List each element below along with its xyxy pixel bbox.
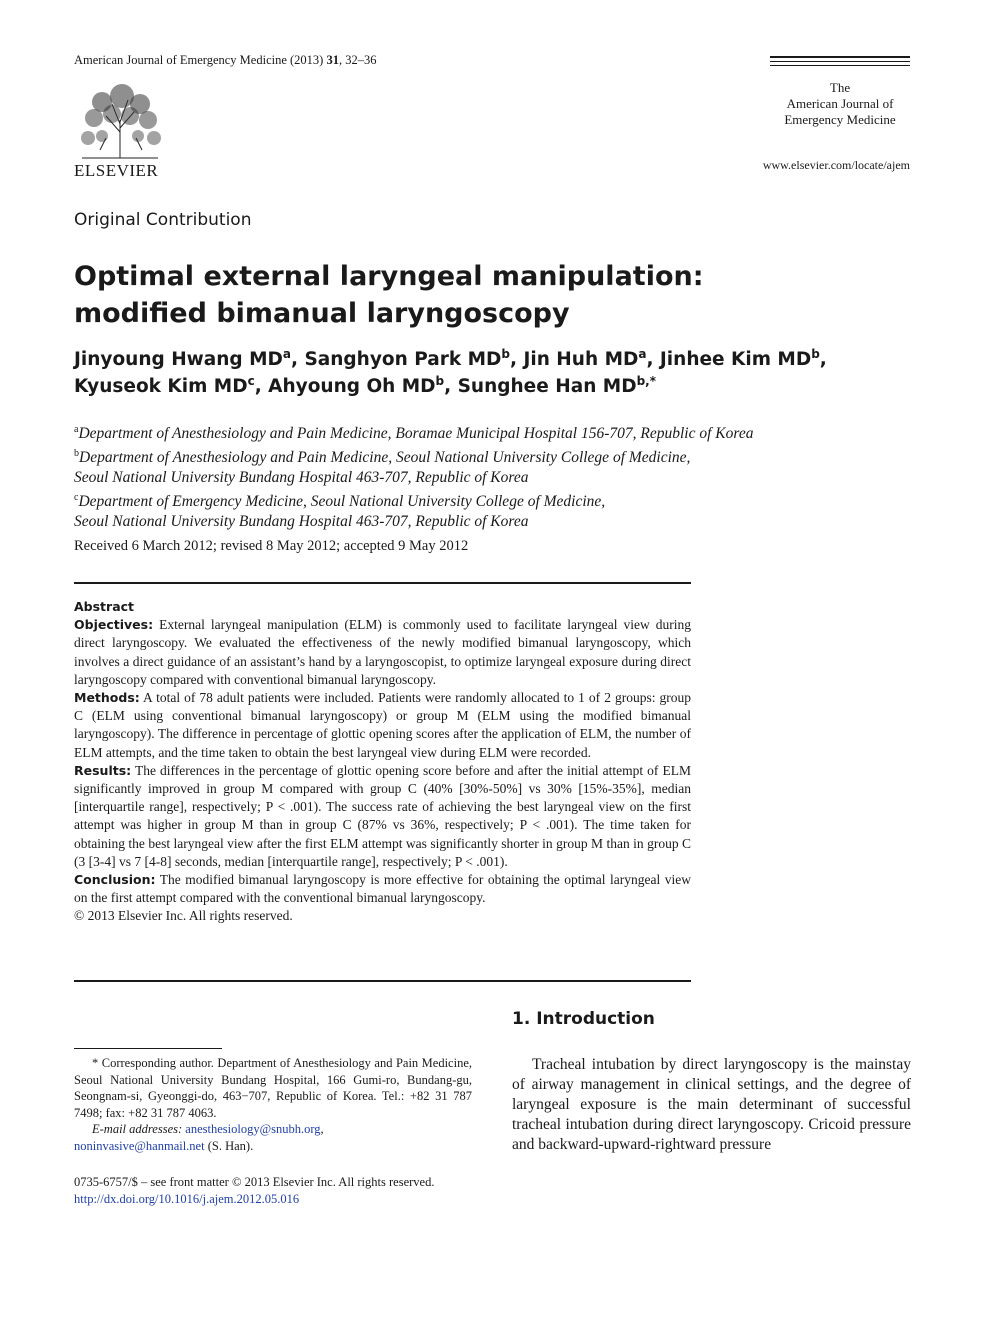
- article-title: Optimal external laryngeal manipulation: modified bimanual laryngoscopy: [74, 261, 704, 329]
- elsevier-tree-logo-icon: [72, 80, 168, 160]
- article-type: Original Contribution: [74, 210, 252, 230]
- abstract-heading: Abstract: [74, 599, 135, 614]
- author-list: Jinyoung Hwang $MD^a$, Sanghyon Park $MD^b$, Jin Huh $MD^a$, Jinhee Kim $MD^b$, Kyuseok Kim $MD^c$, Ahyoung Oh $MD^b$, Sunghee Han $MD^{b,*}$: [74, 346, 827, 397]
- author[interactable]: Kyuseok Kim $MD^c$: [74, 373, 255, 397]
- issn-doi: 0735-6757/$ – see front matter © 2013 Elsevier Inc. All rights reserved. http://dx.doi.org/10.1016/j.ajem.2012.05.016: [74, 1175, 435, 1206]
- abstract: [74, 598, 691, 926]
- author[interactable]: Jinhee Kim $MD^b$: [659, 346, 820, 370]
- journal-logo-rule: [770, 61, 910, 62]
- footnote-rule: [74, 1048, 222, 1049]
- doi-link[interactable]: http://dx.doi.org/10.1016/j.ajem.2012.05.016: [74, 1192, 300, 1206]
- abstract-top-rule: [74, 582, 691, 584]
- corresponding-author-note: * Corresponding author. Department of Anesthesiology and Pain Medicine, Seoul National University Bundang Hospital, 166 Gumi-ro, Bundang-gu, Seongnam-si, Gyeonggi-do, 463−707, Republic of Korea. Tel.: +82 31 787 7498; fax: +82 31 787 4063. E-mail addresses: anesthesiology@snubh.org, noninvasive@hanmail.net (S. Han).: [74, 1056, 472, 1153]
- abstract-bottom-rule: [74, 980, 691, 982]
- publisher-name: ELSEVIER: [74, 161, 159, 180]
- section-heading: 1. Introduction: [512, 1009, 655, 1029]
- intro-paragraph: Tracheal intubation by direct laryngoscopy is the mainstay of airway management in clinical settings, and the degree of laryngeal exposure is the main determinant of successful tracheal intubation during direct laryngoscopy. Cricoid pressure and backward-upward-rightward pressure: [512, 1056, 911, 1153]
- journal-logo-text: The American Journal of Emergency Medicine: [784, 80, 896, 127]
- running-head: American Journal of Emergency Medicine (2013) 31, 32–36: [74, 53, 377, 67]
- affiliation: $^a$Department of Anesthesiology and Pain Medicine, Boramae Municipal Hospital 156-707, Republic of Korea: [74, 424, 754, 443]
- affiliations: [74, 420, 894, 532]
- journal-url-link[interactable]: www.elsevier.com/locate/ajem: [762, 158, 910, 172]
- author[interactable]: Jinyoung Hwang $MD^a$: [74, 346, 291, 370]
- author[interactable]: Sanghyon Park $MD^b$: [304, 346, 510, 370]
- abstract-objectives: Objectives: External laryngeal manipulation (ELM) is commonly used to facilitate laryngeal view during direct laryngoscopy. We evaluated the effectiveness of the newly modified bimanual laryngoscopy, which involves a direct guidance of an assistant’s hand by a laryngoscopist, to optimize laryngeal exposure during direct laryngoscopy compared with conventional bimanual laryngoscopy.: [74, 617, 691, 687]
- affiliation: $^b$Department of Anesthesiology and Pain Medicine, Seoul National University College of Medicine, Seoul National University Bundang Hospital 463-707, Republic of Korea: [74, 448, 691, 487]
- abstract-copyright: © 2013 Elsevier Inc. All rights reserved.: [74, 908, 293, 924]
- journal-logo: [770, 56, 910, 128]
- journal-logo-rule: [770, 65, 910, 66]
- abstract-results: Results: The differences in the percentage of glottic opening score before and after the initial attempt of ELM significantly improved in group M compared with group C (40% [30%-50%] vs 30% [15%-35%], median [interquartile range], respectively; P < .001). The success rate of achieving the best laryngeal view on the first attempt was higher in group M than in group C (87% vs 36%, respectively; P < .001). The time taken for obtaining the best laryngeal view after the first ELM attempt was significantly shorter in group M than in group C (3 [3-4] vs 7 [4-8] seconds, median [interquartile range], respectively; P < .001).: [74, 762, 691, 869]
- email-link[interactable]: anesthesiology@snubh.org: [185, 1122, 321, 1136]
- article-history: Received 6 March 2012; revised 8 May 2012; accepted 9 May 2012: [74, 538, 469, 554]
- email-link[interactable]: noninvasive@hanmail.net: [74, 1138, 205, 1153]
- journal-logo-rule: [770, 56, 910, 58]
- affiliation: $^c$Department of Emergency Medicine, Seoul National University College of Medicine, Seoul National University Bundang Hospital 463-707, Republic of Korea: [74, 492, 606, 531]
- author[interactable]: Ahyoung Oh $MD^b$: [268, 373, 445, 397]
- abstract-methods: Methods: A total of 78 adult patients were included. Patients were randomly allocated to 1 of 2 groups: group C (ELM using conventional bimanual laryngoscopy) or group M (ELM using the modified bimanual laryngoscopy). The difference in percentage of glottic opening scores after the application of ELM, the number of ELM attempts, and the time taken to obtain the best laryngeal view during ELM were recorded.: [74, 690, 691, 760]
- author[interactable]: Sunghee Han $MD^{b,*}$: [457, 373, 657, 397]
- abstract-conclusion: Conclusion: The modified bimanual laryngoscopy is more effective for obtaining the optimal laryngeal view on the first attempt compared with the conventional bimanual laryngoscopy.: [74, 872, 691, 906]
- author[interactable]: Jin Huh $MD^a$: [523, 346, 647, 370]
